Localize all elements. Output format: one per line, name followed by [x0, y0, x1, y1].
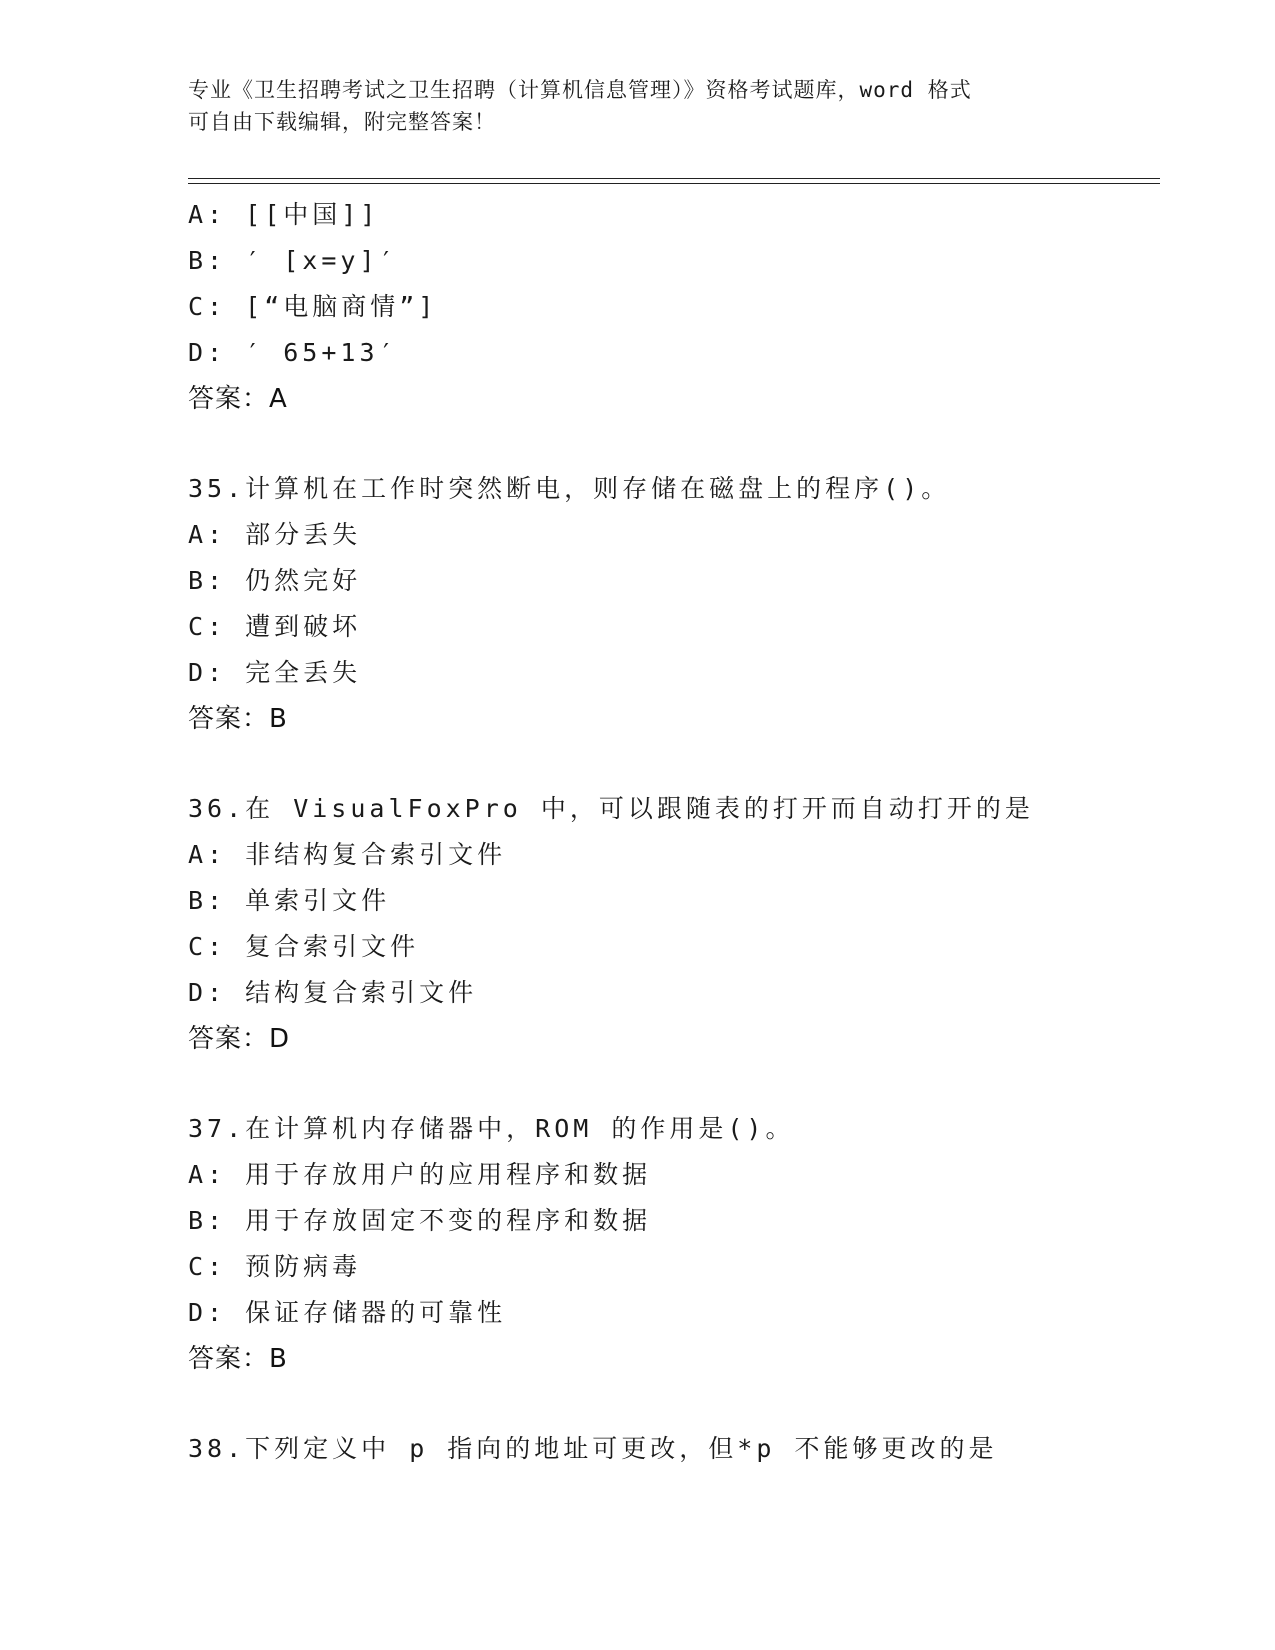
- spacer: [188, 1382, 1168, 1426]
- answer-label: 答案：B: [188, 704, 288, 734]
- option-d: D: 完全丢失: [188, 658, 362, 687]
- option-a: A: 非结构复合索引文件: [188, 840, 507, 869]
- spacer: [188, 1062, 1168, 1106]
- header-line-2: 可自由下载编辑，附完整答案！: [188, 110, 496, 134]
- question-block: [188, 466, 1168, 742]
- option-b: B: ′ [x=y]′: [188, 246, 398, 275]
- answer-label: 答案：A: [188, 384, 288, 414]
- spacer: [188, 742, 1168, 786]
- option-b: B: 仍然完好: [188, 566, 362, 595]
- question-block: [188, 1426, 1168, 1472]
- question-block: [188, 1106, 1168, 1382]
- question-text: 38.下列定义中 p 指向的地址可更改，但*p 不能够更改的是: [188, 1434, 998, 1463]
- option-c: C: 预防病毒: [188, 1252, 362, 1281]
- spacer: [188, 422, 1168, 466]
- option-b: B: 单索引文件: [188, 886, 391, 915]
- question-block: [188, 786, 1168, 1062]
- option-d: D: 结构复合索引文件: [188, 978, 478, 1007]
- option-d: D: ′ 65+13′: [188, 338, 398, 367]
- question-text: 36.在 VisualFoxPro 中，可以跟随表的打开而自动打开的是: [188, 794, 1034, 823]
- question-text: 37.在计算机内存储器中，ROM 的作用是()。: [188, 1114, 795, 1143]
- option-c: C: [“电脑商情”]: [188, 292, 438, 321]
- header-line-1: 专业《卫生招聘考试之卫生招聘（计算机信息管理）》资格考试题库，word 格式: [188, 78, 972, 102]
- document-header: [188, 74, 1068, 138]
- header-rule-top: [188, 178, 1160, 179]
- answer-label: 答案：D: [188, 1024, 291, 1054]
- option-c: C: 遭到破坏: [188, 612, 362, 641]
- question-block: [188, 192, 1168, 422]
- option-b: B: 用于存放固定不变的程序和数据: [188, 1206, 652, 1235]
- option-a: A: 部分丢失: [188, 520, 362, 549]
- option-a: A: [[中国]]: [188, 200, 380, 229]
- header-rule-bottom: [188, 183, 1160, 184]
- option-c: C: 复合索引文件: [188, 932, 420, 961]
- option-d: D: 保证存储器的可靠性: [188, 1298, 507, 1327]
- option-a: A: 用于存放用户的应用程序和数据: [188, 1160, 652, 1189]
- question-list: [188, 192, 1168, 1472]
- question-text: 35.计算机在工作时突然断电，则存储在磁盘上的程序()。: [188, 474, 951, 503]
- answer-label: 答案：B: [188, 1344, 288, 1374]
